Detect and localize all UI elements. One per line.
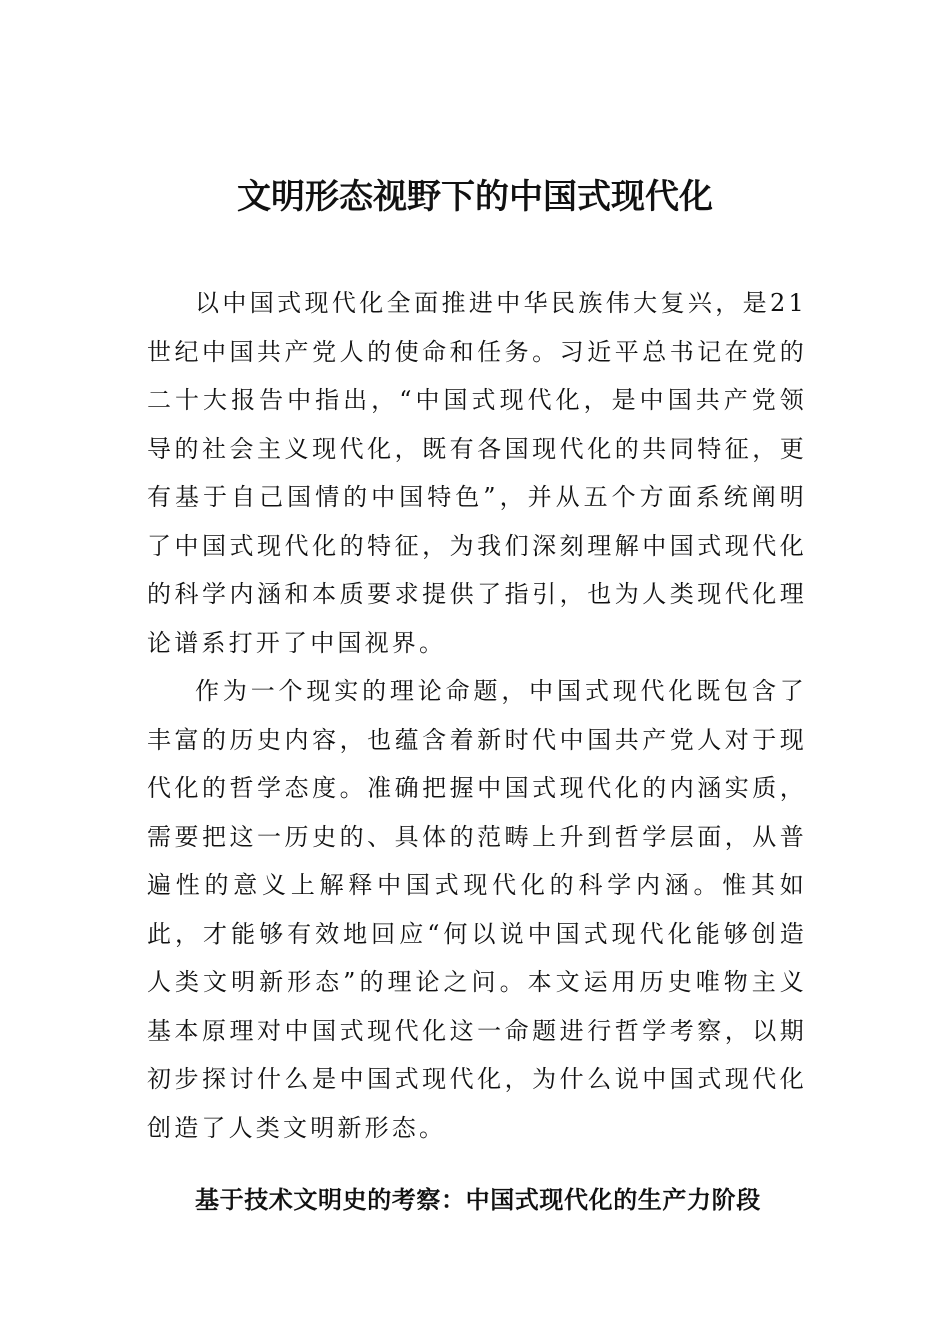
paragraph-intro: 以中国式现代化全面推进中华民族伟大复兴，是21世纪中国共产党人的使命和任务。习近平总书记在党的二十大报告中指出，“中国式现代化，是中国共产党领导的社会主义现代化，既有各国现代化的共同特征，更有基于自己国情的中国特色”，并从五个方面系统阐明了中国式现代化的特征，为我们深刻理解中国式现代化的科学内涵和本质要求提供了指引，也为人类现代化理论谱系打开了中国视界。	[147, 289, 807, 657]
paragraph-thesis: 作为一个现实的理论命题，中国式现代化既包含了丰富的历史内容，也蕴含着新时代中国共产党人对于现代化的哲学态度。准确把握中国式现代化的内涵实质，需要把这一历史的、具体的范畴上升到哲学层面，从普遍性的意义上解释中国式现代化的科学内涵。惟其如此，才能够有效地回应“何以说中国式现代化能够创造人类文明新形态”的理论之问。本文运用历史唯物主义基本原理对中国式现代化这一命题进行哲学考察，以期初步探讨什么是中国式现代化，为什么说中国式现代化创造了人类文明新形态。	[147, 677, 807, 1142]
document-body	[147, 279, 807, 1152]
document-title: 文明形态视野下的中国式现代化	[237, 177, 713, 217]
section-heading: 基于技术文明史的考察：中国式现代化的生产力阶段	[195, 1186, 761, 1214]
